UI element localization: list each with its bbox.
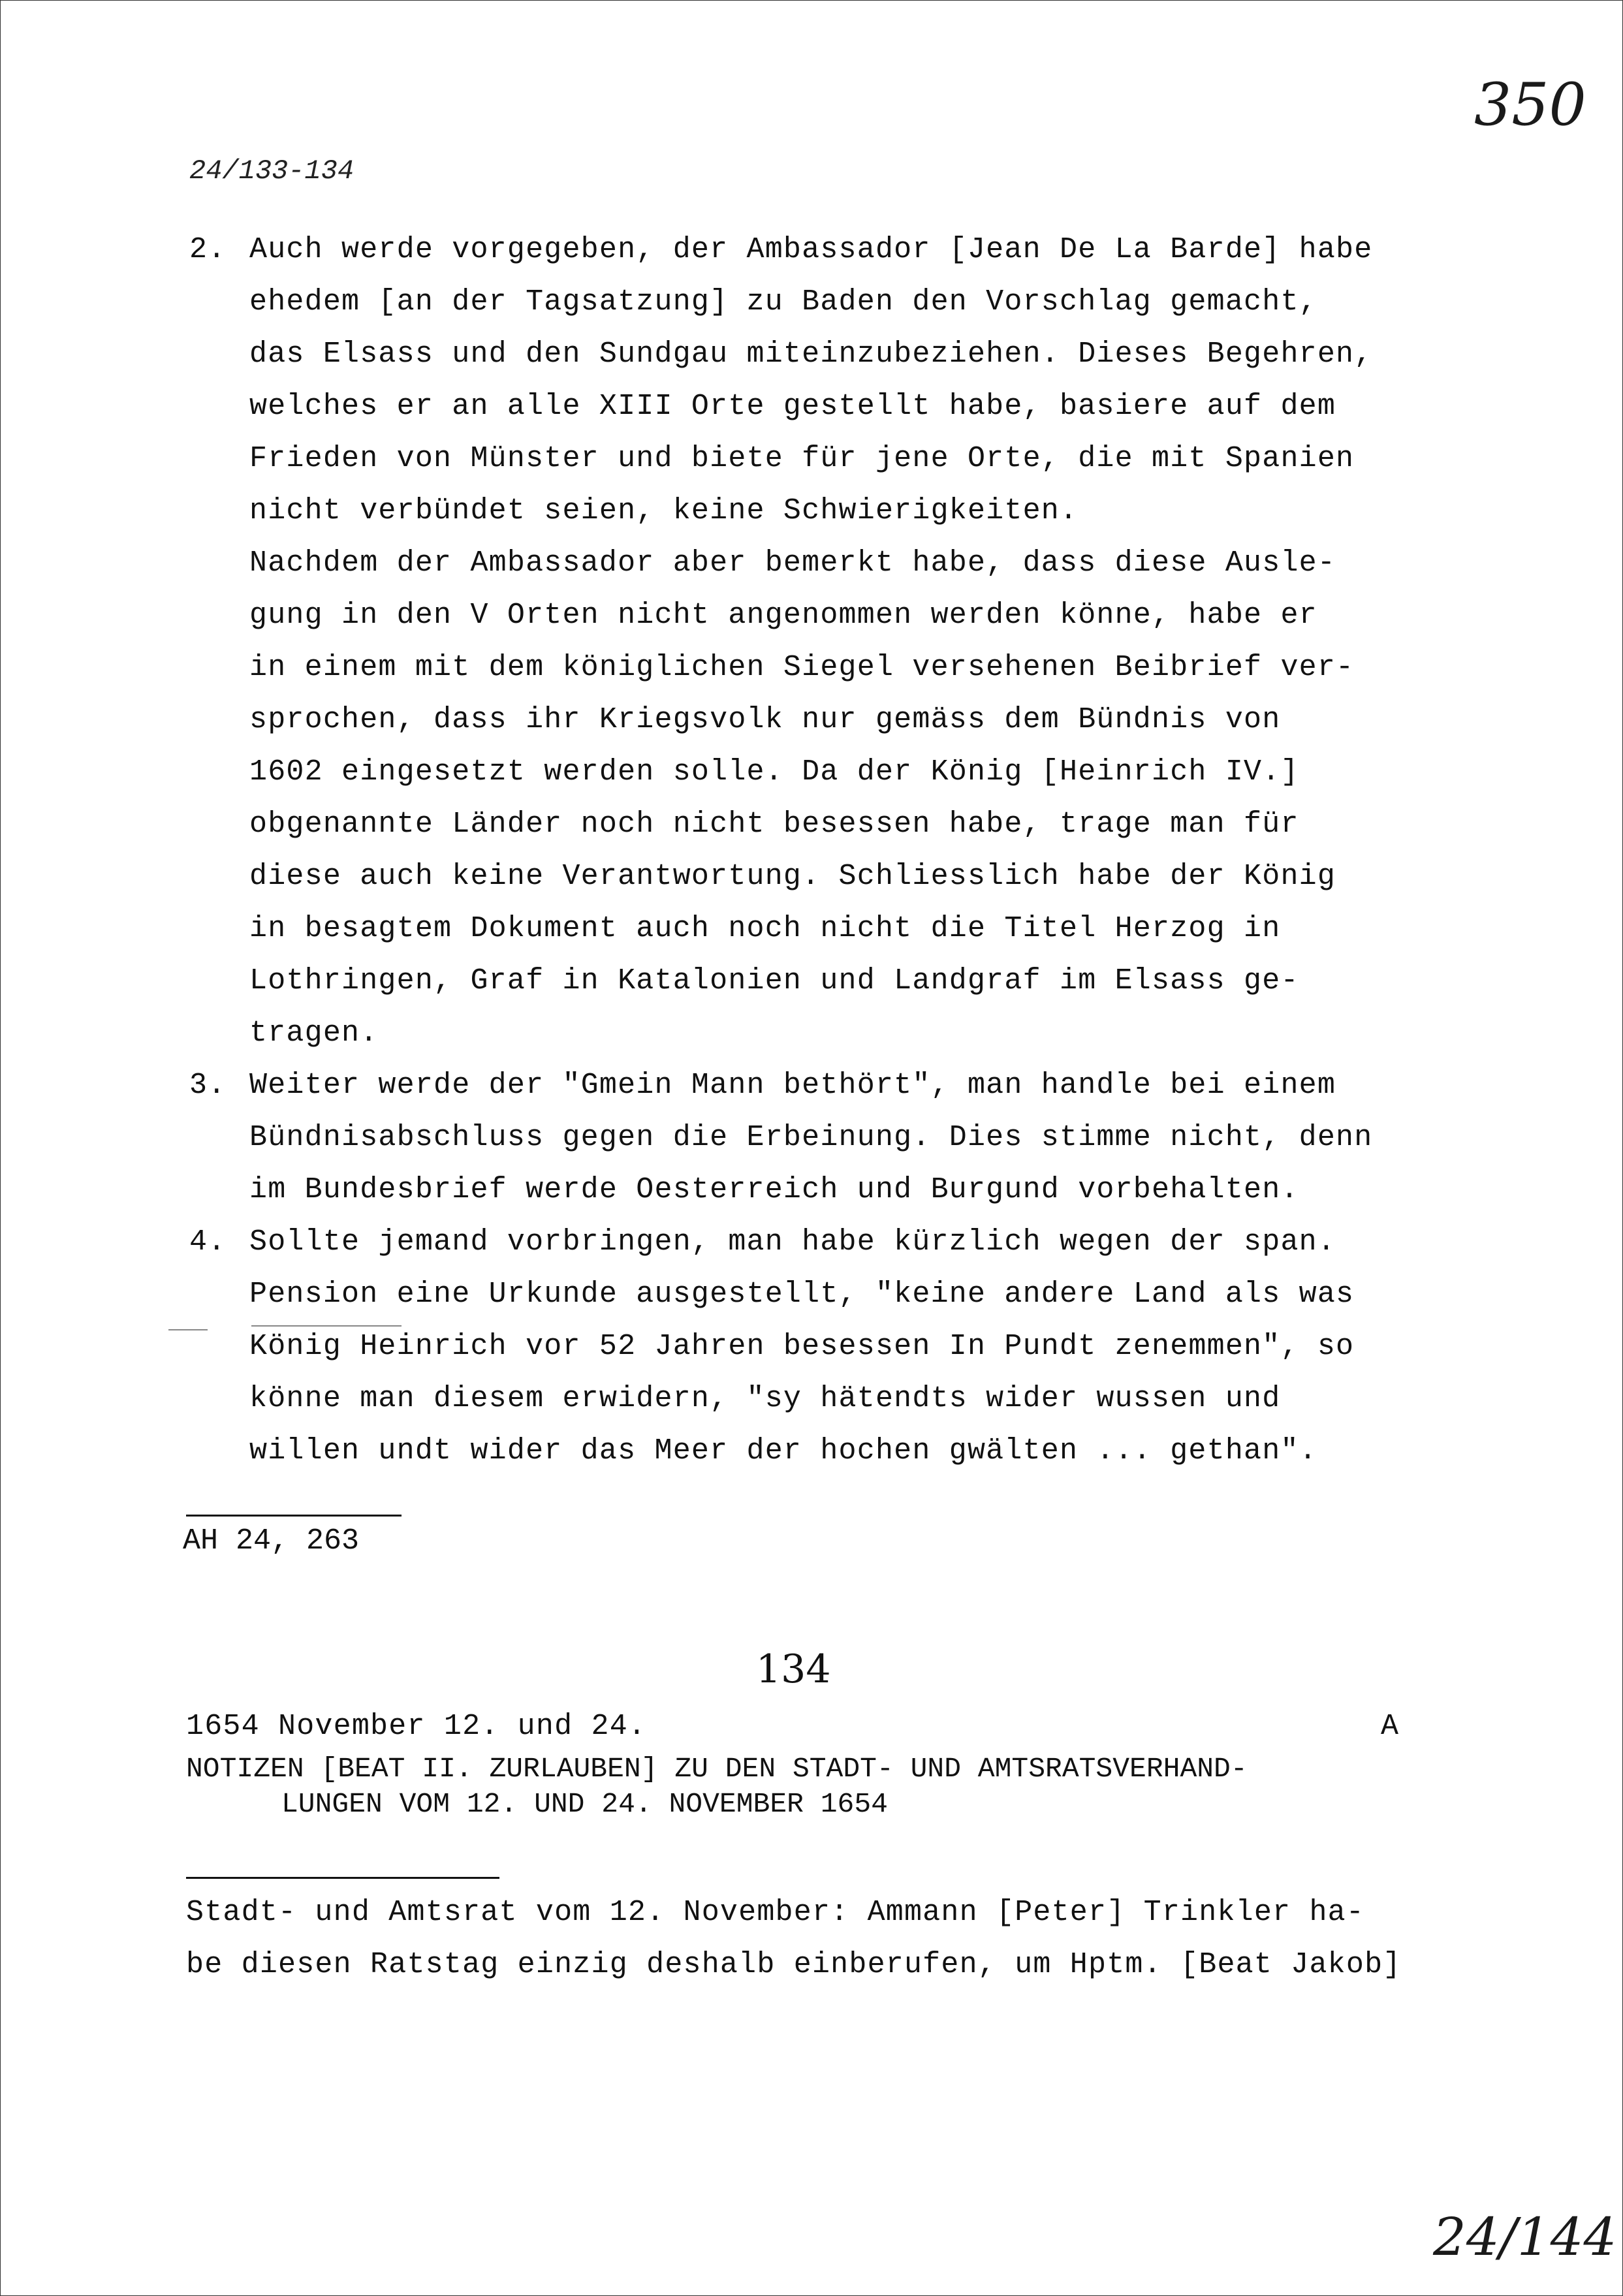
text-line: in einem mit dem königlichen Siegel versehenen Beibrief ver- (249, 651, 1355, 684)
text-line: diese auch keine Verantwortung. Schliesslich habe der König (249, 860, 1336, 893)
text-line: ehedem [an der Tagsatzung] zu Baden den Vorschlag gemacht, (249, 285, 1317, 319)
heading-divider (186, 1877, 499, 1879)
text-line: Pension eine Urkunde ausgestellt, "keine andere Land als was (249, 1278, 1355, 1311)
text-line: willen undt wider das Meer der hochen gwälten ... gethan". (249, 1434, 1317, 1468)
heading-line: LUNGEN VOM 12. UND 24. NOVEMBER 1654 (281, 1788, 888, 1820)
text-line: König Heinrich vor 52 Jahren besessen In Pundt zenemmen", so (249, 1330, 1355, 1363)
item-number: 2. (189, 233, 227, 266)
scan-mark (168, 1329, 208, 1330)
text-line: gung in den V Orten nicht angenommen werden könne, habe er (249, 599, 1317, 632)
footnote-divider (186, 1515, 402, 1517)
document-number: 134 (756, 1646, 831, 1692)
document-type-letter: A (1381, 1710, 1400, 1743)
text-line: 1602 eingesetzt werden solle. Da der König [Heinrich IV.] (249, 755, 1299, 789)
text-line: Sollte jemand vorbringen, man habe kürzlich wegen der span. (249, 1225, 1336, 1259)
numbered-items (189, 224, 1462, 1477)
text-line: welches er an alle XIII Orte gestellt habe, basiere auf dem (249, 390, 1336, 423)
document-date: 1654 November 12. und 24. (186, 1710, 647, 1743)
item-number: 3. (189, 1069, 227, 1102)
scan-mark (251, 1325, 402, 1327)
text-line: könne man diesem erwidern, "sy hätendts wider wussen und (249, 1382, 1281, 1415)
text-line: Frieden von Münster und biete für jene Orte, die mit Spanien (249, 442, 1355, 475)
text-line: Weiter werde der "Gmein Mann bethört", man handle bei einem (249, 1069, 1336, 1102)
item-number: 4. (189, 1225, 227, 1259)
handwritten-archive-number: 24/144 (1433, 2207, 1617, 2267)
list-item-3 (189, 1060, 1462, 1216)
text-line: Stadt- und Amtsrat vom 12. November: Ammann [Peter] Trinkler ha- (186, 1896, 1365, 1929)
text-line: Lothringen, Graf in Katalonien und Landgraf im Elsass ge- (249, 964, 1299, 998)
list-item-4 (189, 1216, 1462, 1477)
list-item-2 (189, 224, 1462, 1060)
source-citation: AH 24, 263 (183, 1524, 360, 1558)
text-line: Nachdem der Ambassador aber bemerkt habe, dass diese Ausle- (249, 546, 1336, 580)
handwritten-folio-number: 350 (1474, 71, 1586, 139)
text-line: das Elsass und den Sundgau miteinzubeziehen. Dieses Begehren, (249, 338, 1373, 371)
text-line: tragen. (249, 1016, 379, 1050)
text-line: im Bundesbrief werde Oesterreich und Burgund vorbehalten. (249, 1173, 1299, 1206)
text-line: sprochen, dass ihr Kriegsvolk nur gemäss dem Bündnis von (249, 703, 1281, 736)
text-line: be diesen Ratstag einzig deshalb einberufen, um Hptm. [Beat Jakob] (186, 1948, 1402, 1981)
heading-line: NOTIZEN [BEAT II. ZURLAUBEN] ZU DEN STADT- UND AMTSRATSVERHAND- (186, 1753, 1248, 1785)
document-reference: 24/133-134 (189, 155, 355, 187)
text-line: Bündnisabschluss gegen die Erbeinung. Dies stimme nicht, denn (249, 1121, 1373, 1154)
document-heading (186, 1752, 1248, 1822)
body-text (186, 1887, 1402, 1991)
text-line: nicht verbündet seien, keine Schwierigkeiten. (249, 494, 1079, 527)
text-line: obgenannte Länder noch nicht besessen habe, trage man für (249, 808, 1299, 841)
text-line: in besagtem Dokument auch noch nicht die Titel Herzog in (249, 912, 1281, 945)
text-line: Auch werde vorgegeben, der Ambassador [Jean De La Barde] habe (249, 233, 1373, 266)
